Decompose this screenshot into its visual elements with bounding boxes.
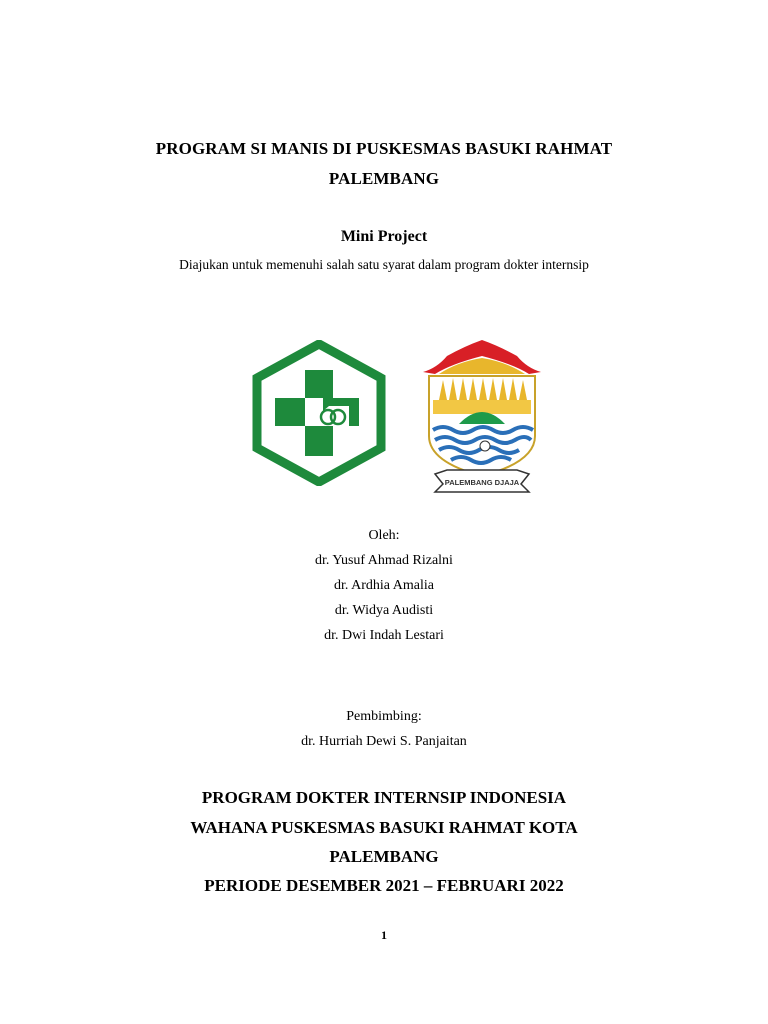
title-line-1: PROGRAM SI MANIS DI PUSKESMAS BASUKI RAHMAT [155,139,613,158]
author-2: dr. Ardhia Amalia [334,578,434,593]
title-line-2: PALEMBANG [328,169,440,188]
footer-line-1: PROGRAM DOKTER INTERNSIP INDONESIA [201,788,567,807]
footer-line-3: PALEMBANG [329,847,439,866]
author-3: dr. Widya Audisti [334,603,434,618]
puskesmas-logo-icon [251,340,387,486]
author-4: dr. Dwi Indah Lestari [324,628,444,643]
footer-line-4: PERIODE DESEMBER 2021 – FEBRUARI 2022 [204,876,564,895]
subtitle: Mini Project [340,228,428,245]
supervisor-label: Pembimbing: [346,709,422,724]
description: Diajukan untuk memenuhi salah satu syarat dalam program dokter internsip [179,257,589,272]
page-number: 1 [381,928,387,942]
authors-label: Oleh: [368,528,400,543]
supervisor-name: dr. Hurriah Dewi S. Panjaitan [301,734,467,749]
footer-line-2: WAHANA PUSKESMAS BASUKI RAHMAT KOTA [190,818,578,837]
coat-of-arms-banner-text: PALEMBANG DJAJA [444,478,520,487]
author-1: dr. Yusuf Ahmad Rizalni [315,553,453,568]
palembang-coat-of-arms-icon [417,338,547,494]
